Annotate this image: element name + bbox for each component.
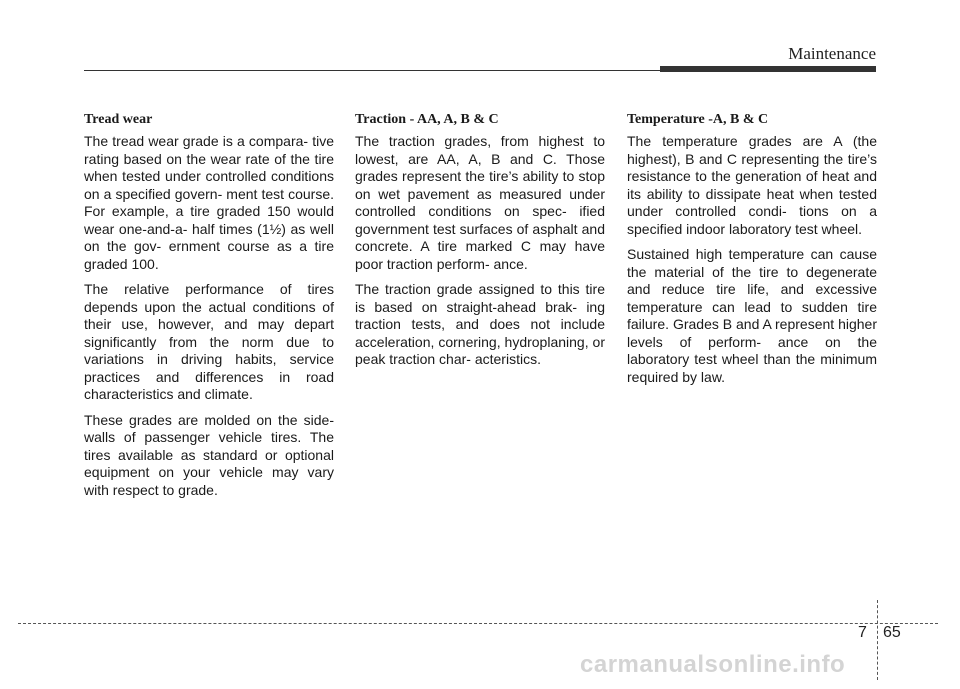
chapter-number: 7 xyxy=(858,624,867,641)
paragraph: The traction grades, from highest to lowest, are AA, A, B and C. Those grades represent the tire’s ability to stop on wet pavement as measured under controlled conditions on spec- ified government test surfaces of asphalt and concrete. A tire marked C may have poor traction perform- ance. xyxy=(355,133,605,272)
paragraph: These grades are molded on the side-walls of passenger vehicle tires. The tires available as standard or optional equipment on your vehicle may vary with respect to grade. xyxy=(84,411,334,498)
heading-traction: Traction - AA, A, B & C xyxy=(355,112,499,127)
paragraph: Sustained high temperature can cause the material of the tire to degenerate and reduce tire life, and excessive temperature can lead to sudden tire failure. Grades B and A represent higher levels of perform- ance on the laboratory test wheel than the minimum required by law. xyxy=(627,246,877,385)
heading-tread-wear: Tread wear xyxy=(84,112,153,127)
paragraph: The traction grade assigned to this tire is based on straight-ahead brak- ing traction tests, and does not include acceleration, cornering, hydroplaning, or peak traction char- acteristics. xyxy=(355,281,605,367)
paragraph: The temperature grades are A (the highest), B and C representing the tire’s resistance to the generation of heat and its ability to dissipate heat when tested under controlled condi- tions on a specified indoor laboratory test wheel. xyxy=(627,133,877,237)
column-traction xyxy=(355,111,605,377)
paragraph: The relative performance of tires depends upon the actual conditions of their use, however, and may depart significantly from the norm due to variations in driving habits, service practices and differences in road characteristics and climate. xyxy=(84,281,334,402)
page-number: 65 xyxy=(883,624,901,641)
footer-dashed-rule xyxy=(18,623,938,624)
header-rule-thick xyxy=(660,66,876,72)
column-temperature xyxy=(627,111,877,394)
footer-vertical-dash xyxy=(877,600,878,680)
header-rule-thin xyxy=(84,70,662,71)
column-tread-wear xyxy=(84,111,334,507)
section-title: Maintenance xyxy=(788,44,876,63)
heading-temperature: Temperature -A, B & C xyxy=(627,112,769,127)
paragraph: The tread wear grade is a compara- tive rating based on the wear rate of the tire when tested under controlled conditions on a specified govern- ment test course. For example, a tire graded 150 would wear one-and-a- half times (1½) as well on the gov- ernment course as a tire graded 100. xyxy=(84,133,334,272)
watermark: carmanualsonline.info xyxy=(580,651,846,678)
